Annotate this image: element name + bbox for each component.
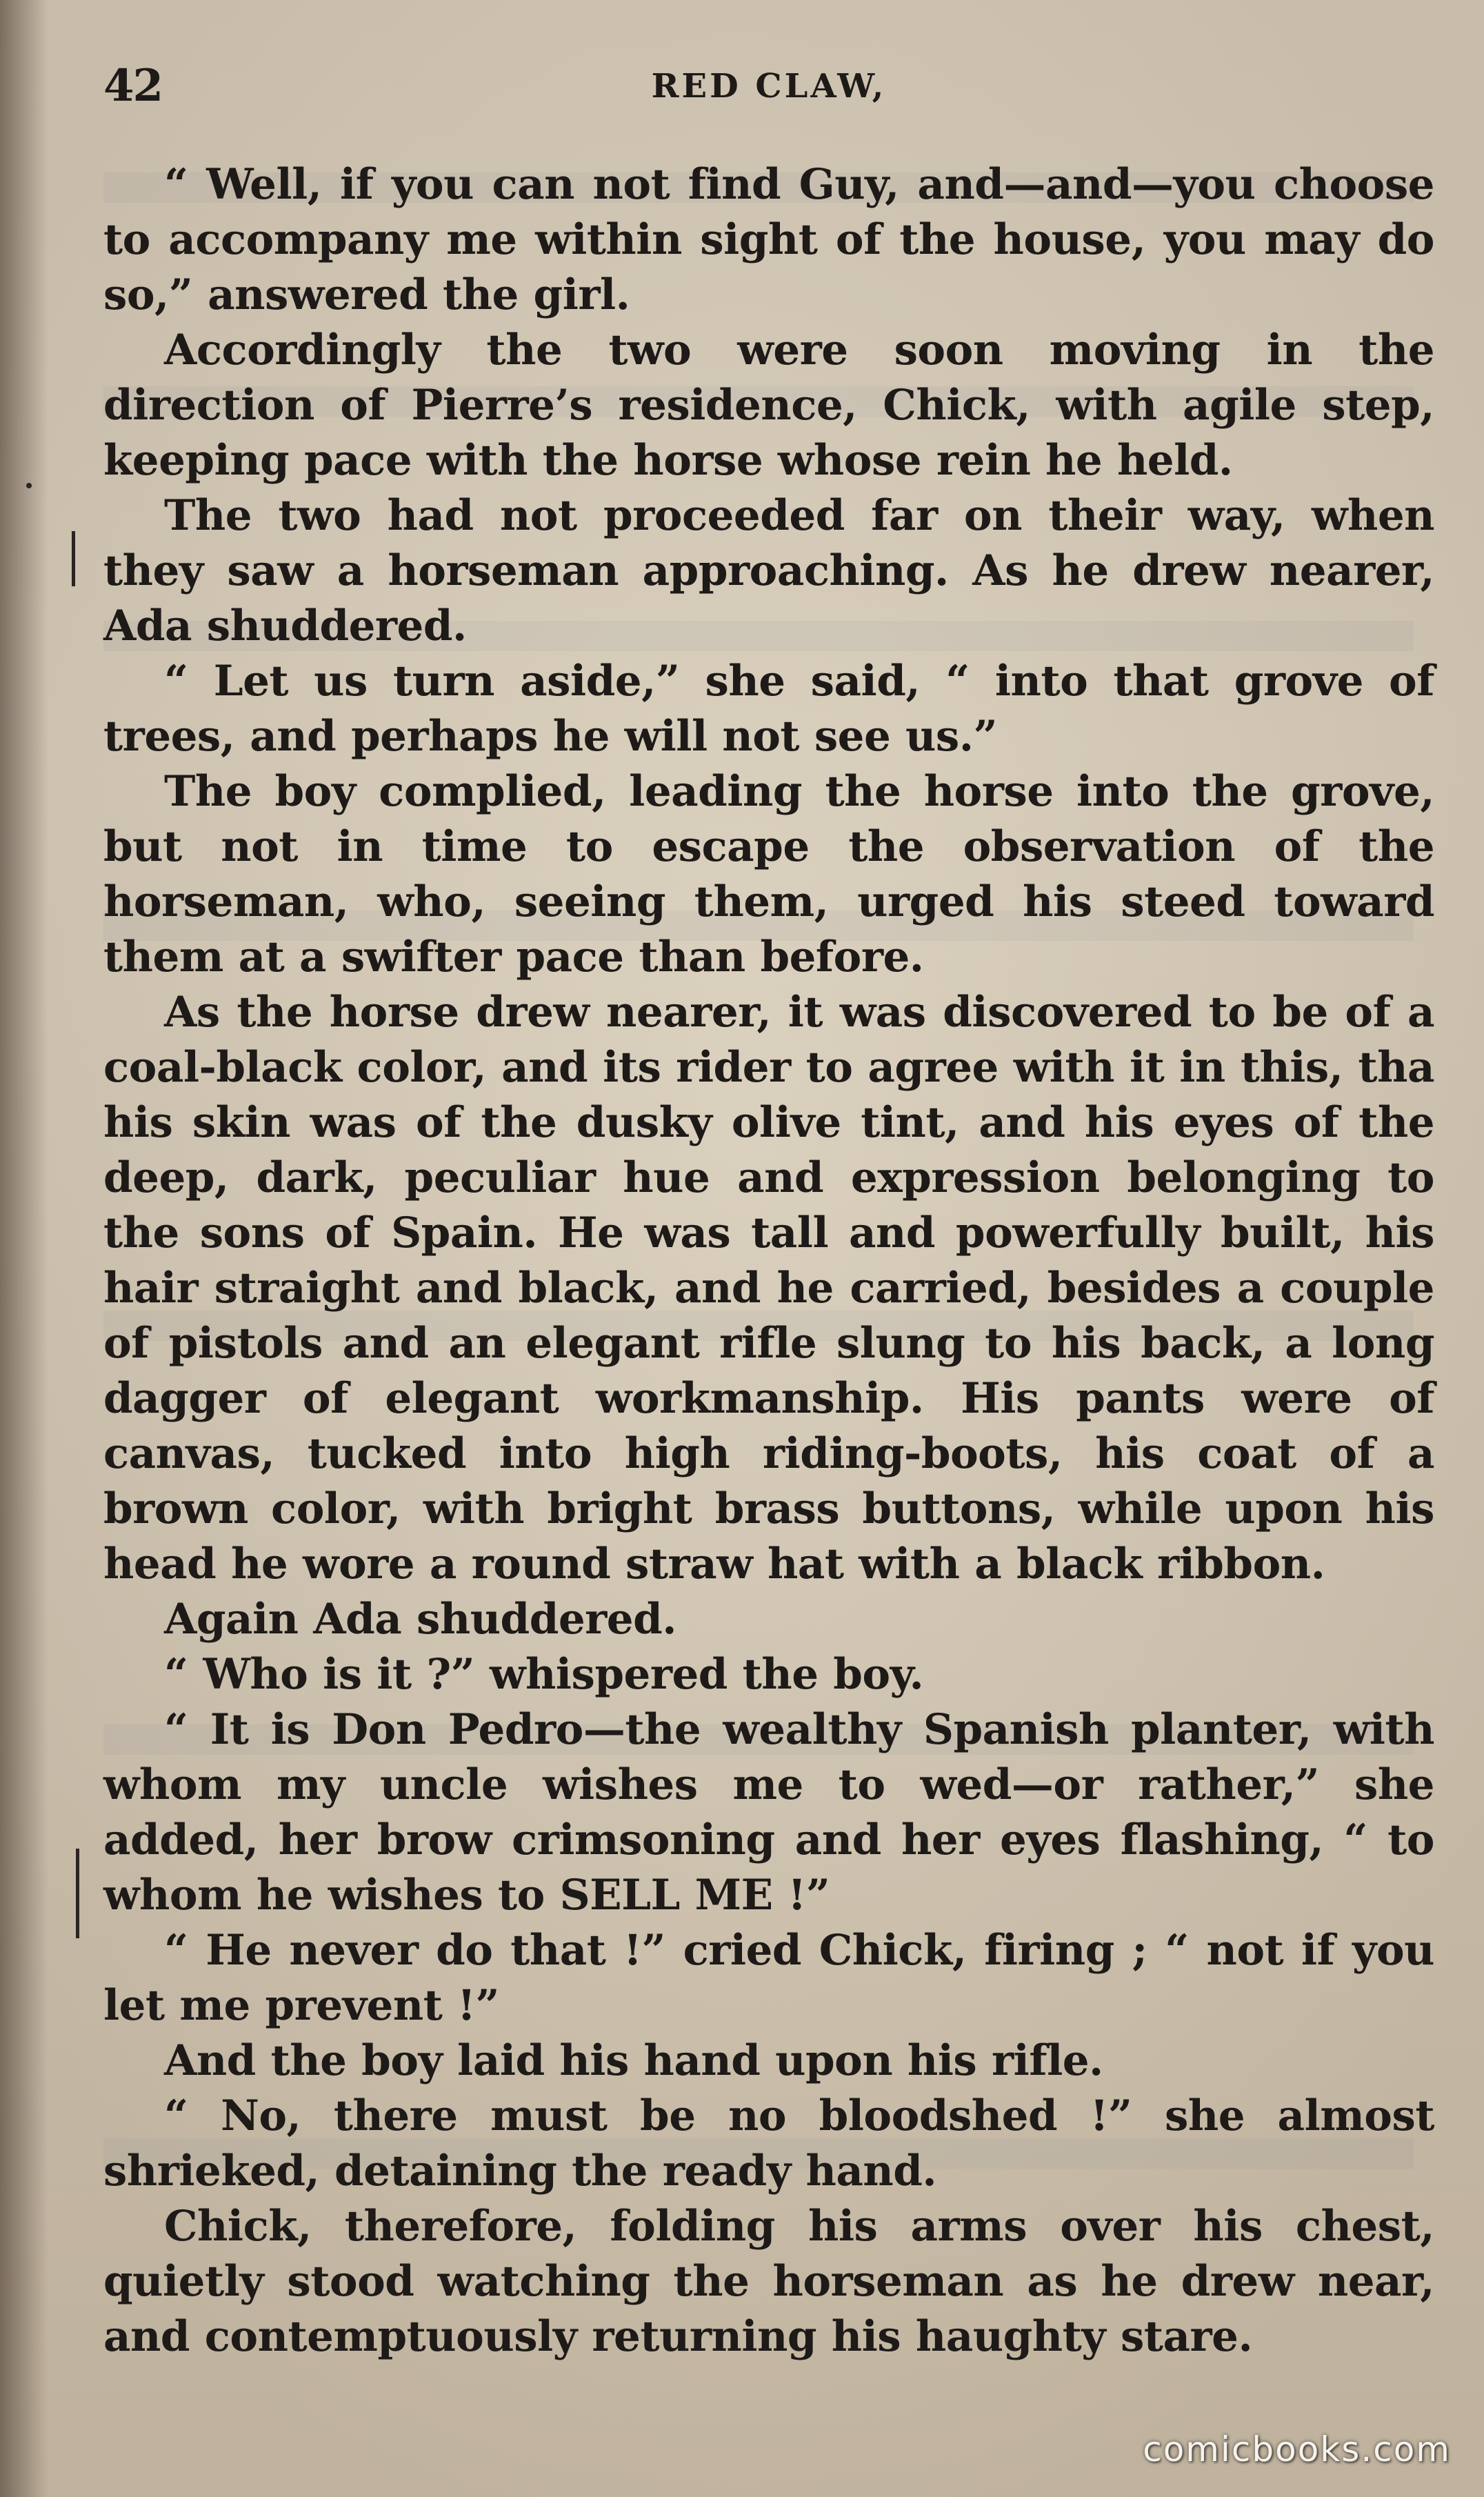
body-text [103,157,1434,2365]
margin-mark [76,1849,79,1938]
paragraph: “ He never do that !” cried Chick, firing ; “ not if you let me prevent !” [103,1926,1434,2030]
margin-dot [26,483,32,488]
margin-mark [72,531,75,586]
paragraph: Again Ada shuddered. [164,1595,677,1644]
paragraph: The two had not proceeded far on their way, when they saw a horseman approaching. As he drew nearer, Ada shuddered. [103,491,1434,650]
paragraph: Chick, therefore, folding his arms over his chest, quietly stood watching the horseman as he drew near, and contemptuously returning his haughty stare. [103,2202,1434,2361]
page-number: 42 [103,60,163,112]
watermark: comicbooks.com [1143,2429,1451,2469]
gutter-shadow [0,0,48,2497]
paragraph: “ Let us turn aside,” she said, “ into that grove of trees, and perhaps he will not see us.” [103,657,1434,761]
paragraph: “ Well, if you can not find Guy, and—and—you choose to accompany me within sight of the house, you may do so,” answered the girl. [103,160,1434,319]
paragraph: “ No, there must be no bloodshed !” she almost shrieked, detaining the ready hand. [103,2091,1434,2196]
paragraph: As the horse drew nearer, it was discovered to be of a coal-black color, and its rider to agree with it in this, tha his skin was of the dusky olive tint, and his eyes of the deep, dark, peculiar hue and expression belonging to the sons of Spain. He was tall and powerfully built, his hair straight and black, and he carried, besides a couple of pistols and an elegant rifle slung to his back, a long dagger of elegant workmanship. His pants were of canvas, tucked into high riding-boots, his coat of a brown color, with bright brass buttons, while upon his head he wore a round straw hat with a black ribbon. [103,988,1434,1589]
paragraph: And the boy laid his hand upon his rifle. [164,2036,1103,2085]
paragraph: The boy complied, leading the horse into the grove, but not in time to escape the observation of the horseman, who, seeing them, urged his steed toward them at a swifter pace than before. [103,767,1434,982]
paragraph: “ It is Don Pedro—the wealthy Spanish planter, with whom my uncle wishes me to wed—or rather,” she added, her brow crimsoning and her eyes flashing, “ to whom he wishes to SELL ME !” [103,1705,1434,1920]
running-head: RED CLAW, [651,67,887,106]
page-header [103,48,1434,124]
paragraph: “ Who is it ?” whispered the boy. [164,1650,924,1699]
paragraph: Accordingly the two were soon moving in the direction of Pierre’s residence, Chick, with agile step, keeping pace with the horse whose rein he held. [103,326,1434,485]
